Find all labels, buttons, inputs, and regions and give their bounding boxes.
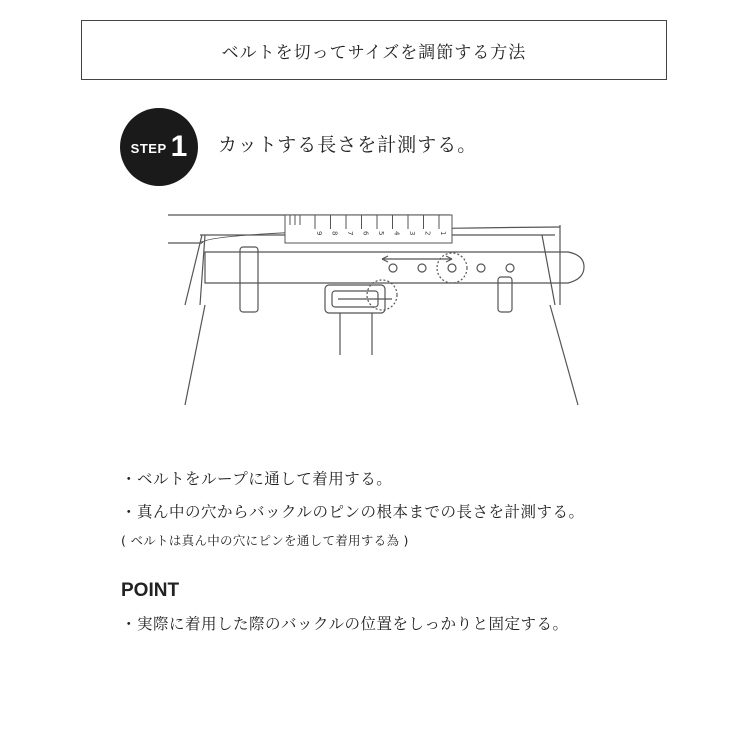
pants-right-leg [550, 305, 578, 405]
page-title: ベルトを切ってサイズを調節する方法 [81, 20, 667, 80]
belt-hole [418, 264, 426, 272]
instruction-1: ・ベルトをループに通して着用する。 [121, 470, 393, 488]
step-heading: カットする長さを計測する。 [218, 134, 478, 156]
step-label: STEP [130, 141, 167, 156]
belt-loop-right [498, 277, 512, 312]
instruction-2: ・真ん中の穴からバックルのピンの根本までの長さを計測する。 [121, 503, 585, 521]
belt-hole [506, 264, 514, 272]
center-hole-highlight [437, 253, 467, 283]
ruler-tick-label: 6 [361, 231, 370, 236]
belt-loop-left [240, 247, 258, 312]
ruler-tick-label: 8 [330, 231, 339, 236]
step-number: 1 [170, 130, 188, 163]
ruler [285, 215, 452, 243]
belt-hole [477, 264, 485, 272]
belt-hole [389, 264, 397, 272]
point-text: ・実際に着用した際のバックルの位置をしっかりと固定する。 [121, 615, 569, 633]
ruler-tick-label: 2 [423, 231, 432, 236]
ruler-tick-label: 9 [315, 231, 323, 236]
ruler-tick-label: 1 [439, 231, 447, 236]
belt-strap [205, 252, 584, 283]
ruler-tick-label: 4 [392, 231, 401, 236]
belt-measuring-illustration [160, 205, 600, 415]
belt-hole-center [448, 264, 456, 272]
ruler-tick-label: 5 [377, 231, 385, 236]
instruction-note: ( ベルトは真ん中の穴にピンを通して着用する為 ) [121, 533, 409, 548]
step-badge [120, 108, 198, 186]
ruler-tick-label: 7 [346, 231, 354, 236]
pants-left-leg [185, 305, 205, 405]
ruler-tick-label: 3 [408, 231, 416, 236]
point-title: POINT [121, 580, 180, 601]
